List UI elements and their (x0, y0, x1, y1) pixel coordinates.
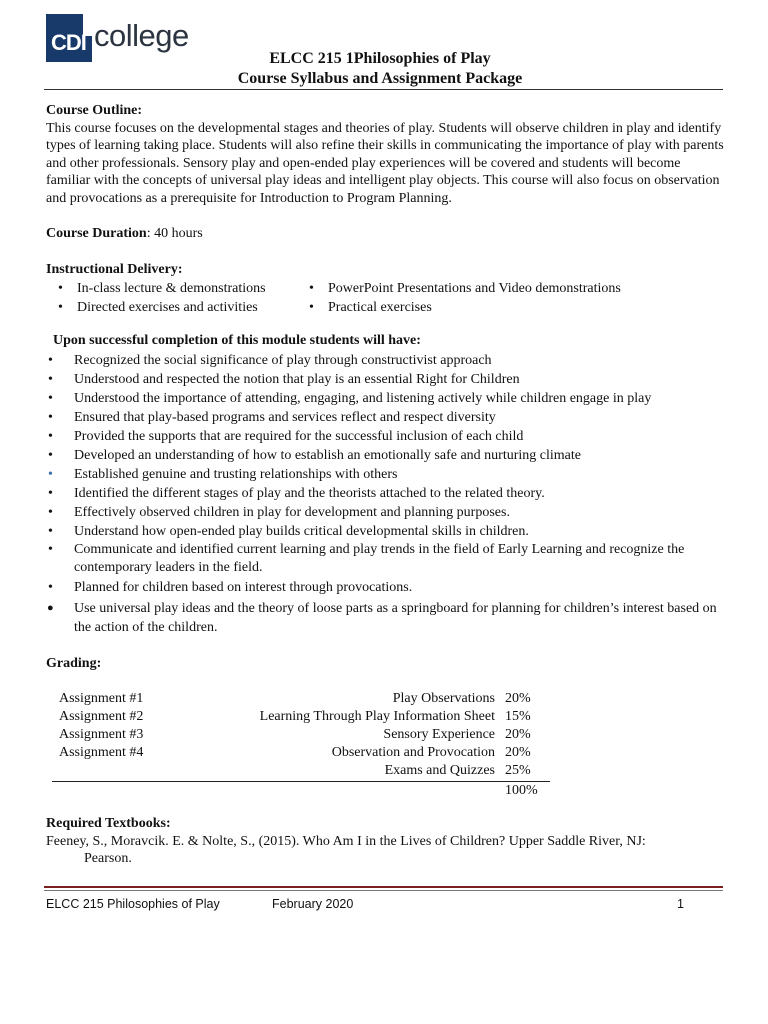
outcomes-list (46, 351, 722, 637)
footer-course: ELCC 215 Philosophies of Play (46, 897, 220, 911)
logo-mark-text: CDI (51, 30, 86, 55)
assignment-label (52, 762, 177, 780)
table-row (52, 762, 550, 780)
course-duration-label: Course Duration (46, 226, 147, 241)
course-outline-section (46, 102, 726, 208)
footer-page-number: 1 (677, 897, 684, 911)
list-item: • Established genuine and trusting relationships with others (46, 465, 722, 484)
list-item: • Understand how open-ended play builds critical developmental skills in children. (46, 522, 722, 541)
cdi-college-logo (46, 14, 189, 62)
assignment-description: Learning Through Play Information Sheet (259, 709, 495, 724)
course-outline-heading: Course Outline: (46, 103, 143, 118)
document-subtitle: Course Syllabus and Assignment Package (237, 70, 523, 87)
list-item: • Understood and respected the notion that play is an essential Right for Children (46, 370, 722, 389)
grading-heading: Grading: (46, 656, 102, 671)
textbook-citation: Feeney, S., Moravcik. E. & Nolte, S., (2015). Who Am I in the Lives of Children? Upper Saddle River, NJ: (46, 833, 646, 849)
list-item: • Provided the supports that are required for the successful inclusion of each child (46, 427, 722, 446)
footer-date: February 2020 (272, 897, 354, 911)
assignment-weight: 15% (505, 709, 531, 724)
assignment-label: Assignment #4 (59, 745, 144, 760)
list-item: • Planned for children based on interest through provocations. (46, 578, 722, 599)
assignment-label: Assignment #2 (59, 709, 144, 724)
list-item: • Developed an understanding of how to establish an emotionally safe and nurturing climate (46, 446, 722, 465)
list-item: • Effectively observed children in play for development and planning purposes. (46, 503, 722, 522)
assignment-description: Play Observations (392, 691, 495, 706)
assignment-weight: 20% (505, 745, 531, 760)
assignment-description: Exams and Quizzes (384, 763, 495, 778)
assignment-weight: 25% (505, 763, 531, 778)
grading-table (52, 690, 550, 800)
table-row (52, 708, 550, 726)
course-outline-text: This course focuses on the developmental stages and theories of play. Students will observe children in play and identify types of learning taking place. Students will also refine their skills in communicating the importance of play with parents and other professionals. Sensory play and open-ended play experiences will be covered and students will become familiar with the concepts of universal play ideas and intelligent play objects. This course will also focus on observation and provocations as a prerequisite for Introduction to Program Planning. (46, 120, 724, 206)
grading-total: 100% (505, 783, 538, 798)
list-item: ● Use universal play ideas and the theory of loose parts as a springboard for planning for children’s interest based on the action of the children. (46, 599, 722, 637)
list-item: • PowerPoint Presentations and Video demonstrations (309, 279, 621, 298)
list-item: • Communicate and identified current learning and play trends in the field of Early Learning and recognize the contemporary leaders in the field. (46, 541, 722, 578)
assignment-description: Sensory Experience (383, 727, 495, 742)
table-row (52, 690, 550, 708)
list-item: • Directed exercises and activities (58, 298, 266, 317)
instructional-delivery-heading: Instructional Delivery: (46, 262, 183, 277)
header-rule (44, 89, 723, 90)
list-item: • Practical exercises (309, 298, 621, 317)
course-duration (46, 225, 726, 243)
textbooks-heading: Required Textbooks: (46, 816, 171, 831)
table-row (52, 726, 550, 744)
logo-mark (46, 14, 92, 62)
table-row (52, 744, 550, 762)
outcomes-heading: Upon successful completion of this module students will have: (53, 333, 421, 348)
assignment-weight: 20% (505, 691, 531, 706)
assignment-label: Assignment #1 (59, 691, 144, 706)
footer-rule (44, 886, 723, 888)
textbooks-section (46, 815, 726, 868)
delivery-list-left (58, 279, 266, 317)
list-item: • In-class lecture & demonstrations (58, 279, 266, 298)
logo-wordmark: college (94, 18, 189, 53)
document-title: ELCC 215 1Philosophies of Play (269, 50, 491, 67)
assignment-label: Assignment #3 (59, 727, 144, 742)
list-item: • Ensured that play-based programs and services reflect and respect diversity (46, 408, 722, 427)
list-item: • Recognized the social significance of play through constructivist approach (46, 351, 722, 370)
list-item: • Understood the importance of attending, engaging, and listening actively while children engage in play (46, 389, 722, 408)
assignment-weight: 20% (505, 727, 531, 742)
assignment-description: Observation and Provocation (331, 745, 495, 760)
list-item: • Identified the different stages of play and the theorists attached to the related theory. (46, 484, 722, 503)
footer-rule-thin (44, 890, 723, 891)
textbook-citation-cont: Pearson. (84, 851, 132, 867)
course-duration-value: : 40 hours (146, 226, 203, 241)
delivery-list-right (309, 279, 621, 317)
table-row-total (52, 782, 550, 800)
